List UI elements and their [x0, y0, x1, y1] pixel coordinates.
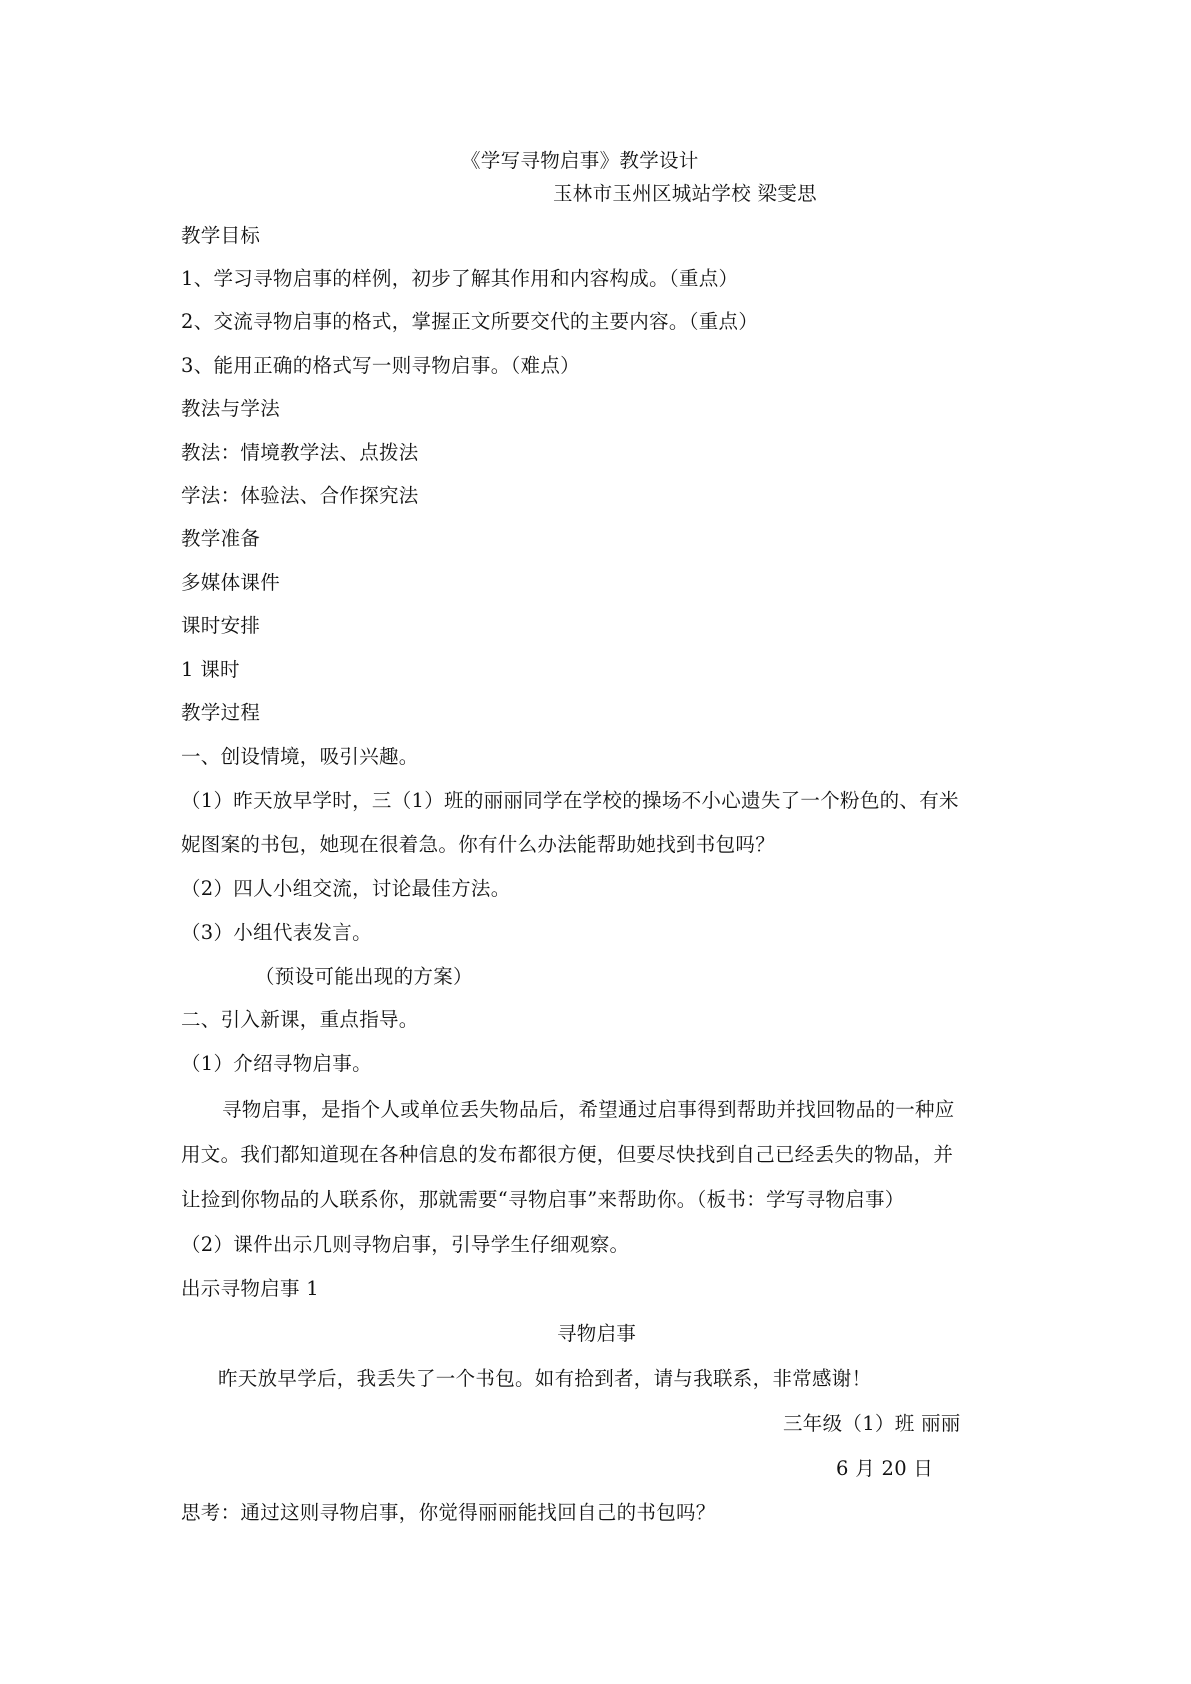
methods-heading: 教法与学法: [181, 397, 281, 420]
intro-line-2: 用文。我们都知道现在各种信息的发布都很方便，但要尽快找到自己已经丢失的物品，并: [181, 1143, 954, 1166]
learning-method: 学法：体验法、合作探究法: [181, 484, 419, 507]
author-line: 玉林市玉州区城站学校 梁雯思: [553, 182, 817, 205]
objective-item-1: 1、学习寻物启事的样例，初步了解其作用和内容构成。（重点）: [181, 267, 739, 290]
think-question: 思考：通过这则寻物启事，你觉得丽丽能找回自己的书包吗？: [181, 1501, 716, 1524]
preparation-content: 多媒体课件: [181, 571, 281, 594]
section1-step3: （3）小组代表发言。: [181, 921, 372, 944]
intro-line-3: 让捡到你物品的人联系你，那就需要“寻物启事”来帮助你。（板书：学写寻物启事）: [181, 1188, 905, 1211]
document-title: 《学写寻物启事》教学设计: [461, 149, 699, 172]
notice-title: 寻物启事: [557, 1322, 637, 1345]
process-heading: 教学过程: [181, 701, 261, 724]
notice-signature: 三年级（1）班 丽丽: [783, 1412, 961, 1435]
schedule-content: 1 课时: [181, 658, 240, 681]
section1-note: （预设可能出现的方案）: [255, 965, 473, 988]
example-label: 出示寻物启事 1: [181, 1277, 320, 1300]
objectives-heading: 教学目标: [181, 224, 261, 247]
section2-step2: （2）课件出示几则寻物启事，引导学生仔细观察。: [181, 1233, 630, 1256]
intro-line-1: 寻物启事，是指个人或单位丢失物品后，希望通过启事得到帮助并找回物品的一种应: [222, 1098, 955, 1121]
section1-step1-line1: （1）昨天放早学时，三（1）班的丽丽同学在学校的操场不小心遗失了一个粉色的、有米: [181, 789, 959, 812]
notice-date: 6 月 20 日: [836, 1457, 934, 1480]
teaching-method: 教法：情境教学法、点拨法: [181, 441, 419, 464]
section1-title: 一、创设情境，吸引兴趣。: [181, 745, 419, 768]
schedule-heading: 课时安排: [181, 614, 261, 637]
section2-title: 二、引入新课，重点指导。: [181, 1008, 419, 1031]
preparation-heading: 教学准备: [181, 527, 261, 550]
section1-step2: （2）四人小组交流，讨论最佳方法。: [181, 877, 511, 900]
notice-body: 昨天放早学后，我丢失了一个书包。如有拾到者，请与我联系，非常感谢！: [218, 1367, 872, 1390]
objective-item-2: 2、交流寻物启事的格式，掌握正文所要交代的主要内容。（重点）: [181, 310, 759, 333]
section2-step1: （1）介绍寻物启事。: [181, 1052, 372, 1075]
objective-item-3: 3、能用正确的格式写一则寻物启事。（难点）: [181, 354, 580, 377]
section1-step1-line2: 妮图案的书包，她现在很着急。你有什么办法能帮助她找到书包吗？: [181, 833, 776, 856]
